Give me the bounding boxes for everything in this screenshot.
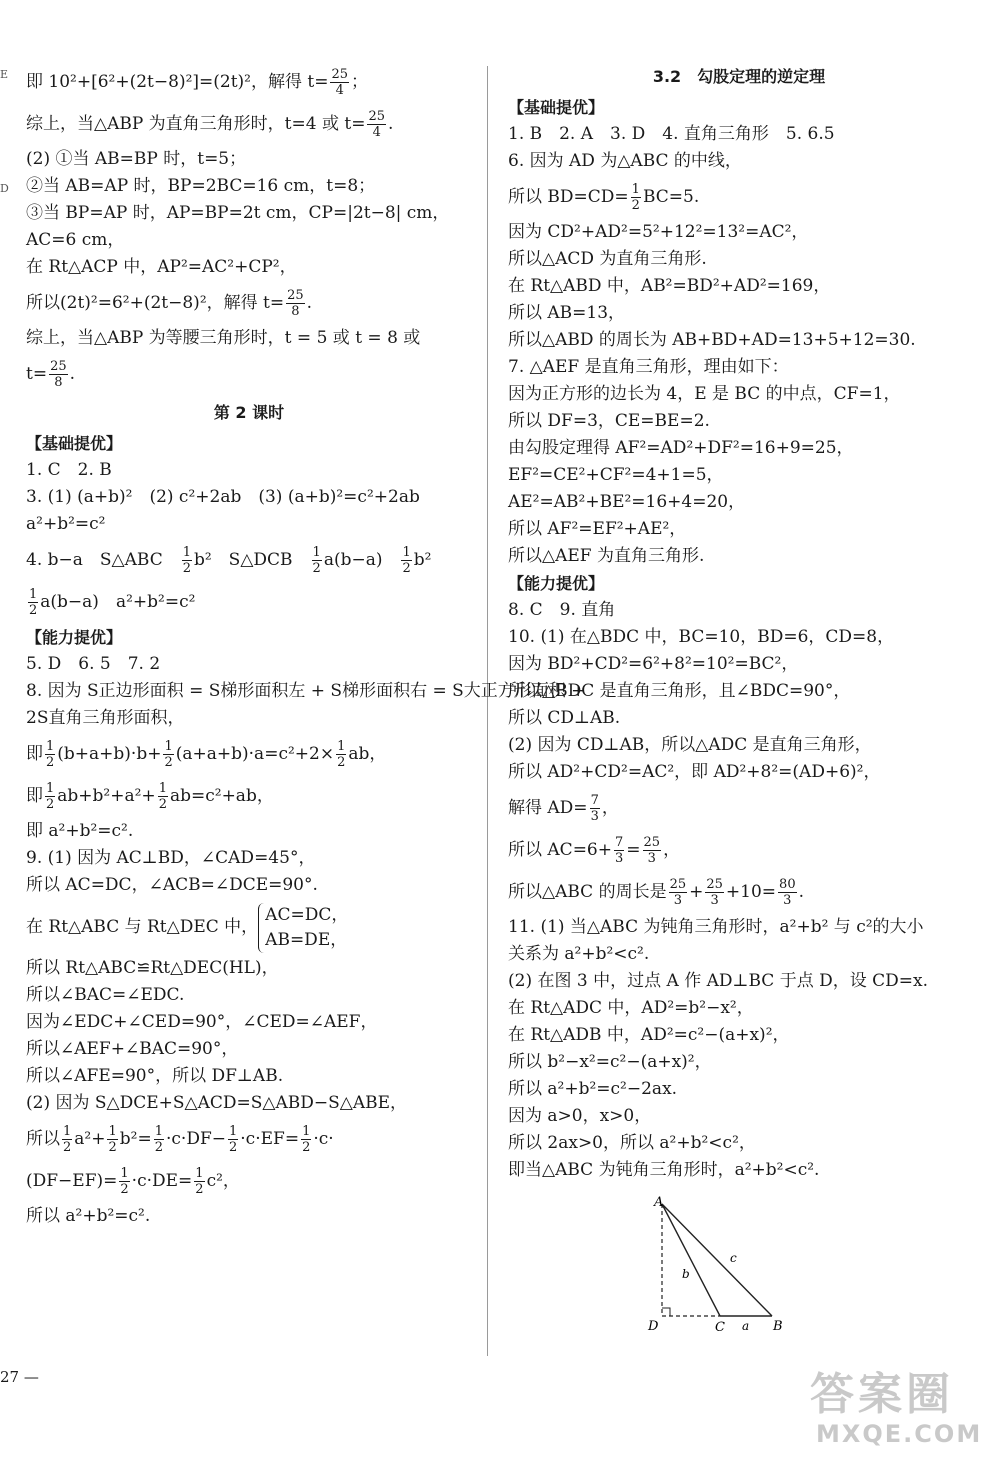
answer-line: (DF−EF)= $\frac{1}{2}$ ·c·DE= $\frac{1}{2}$ c²， — [26, 1166, 240, 1197]
answer-line: 所以 2ax>0，所以 a²+b²<c²， — [508, 1133, 756, 1153]
answer-line: 2S直角三角形面积， — [26, 708, 185, 728]
answer-line: 所以∠BAC=∠EDC. — [26, 985, 185, 1005]
side-ab — [662, 1204, 772, 1316]
answer-line: 所以 b²−x²=c²−(a+x)²， — [508, 1052, 712, 1072]
text-line: 综上，当△ABP 为直角三角形时，t=4 或 t= $\frac{25}{4}$ . — [26, 109, 394, 140]
answer-line: 在 Rt△ABD 中，AB²=BD²+AD²=169， — [508, 276, 831, 296]
label-b: B — [773, 1319, 783, 1334]
answer-line: 在 Rt△ABC 与 Rt△DEC 中， AC=DC， AB=DE， — [26, 899, 472, 955]
answer-line: 关系为 a²+b²<c². — [508, 944, 650, 964]
fraction: $\frac{1}{2}$ — [631, 182, 640, 213]
answer-line: (2) 因为 CD⊥AB，所以△ADC 是直角三角形， — [508, 735, 872, 755]
answer-line: 10. (1) 在△BDC 中，BC=10，BD=6，CD=8， — [508, 627, 895, 647]
answer-line: 所以∠AFE=90°，所以 DF⊥AB. — [26, 1066, 284, 1086]
page-number: 27 — — [0, 1368, 39, 1386]
answer-line: 因为 a>0，x>0， — [508, 1106, 652, 1126]
label-side-c: c — [730, 1251, 737, 1265]
answer-line: (2) 在图 3 中，过点 A 作 AD⊥BC 于点 D，设 CD=x. — [508, 971, 929, 991]
right-column — [508, 60, 970, 1338]
text-line: (2) ①当 AB=BP 时，t=5； — [26, 149, 247, 169]
equation-system: AC=DC， AB=DE， — [258, 903, 348, 953]
answer-line: 3. (1) (a+b)² (2) c²+2ab (3) (a+b)²=c²+2ab — [26, 487, 420, 507]
section-heading: 【能力提优】 — [508, 574, 605, 593]
answer-line: 在 Rt△ADB 中，AD²=c²−(a+x)²， — [508, 1025, 790, 1045]
label-side-a: a — [742, 1319, 750, 1333]
fraction: $\frac{25}{3}$ — [643, 835, 661, 866]
answer-line: 所以 AF²=EF²+AE²， — [508, 519, 687, 539]
fraction: $\frac{1}{2}$ — [402, 545, 411, 576]
column-divider — [487, 66, 488, 1356]
answer-line: 11. (1) 当△ABC 为钝角三角形时，a²+b² 与 c²的大小 — [508, 917, 924, 937]
answer-line: 即 $\frac{1}{2}$ ab+b²+a²+ $\frac{1}{2}$ ab=c²+ab， — [26, 781, 274, 812]
answer-line: 所以 AD²+CD²=AC²，即 AD²+8²=(AD+6)²， — [508, 762, 881, 782]
answer-line: 7. △AEF 是直角三角形，理由如下： — [508, 357, 789, 377]
answer-line: 所以△BDC 是直角三角形，且∠BDC=90°， — [508, 681, 851, 701]
text-line: 所以(2t)²=6²+(2t−8)²，解得 t= $\frac{25}{8}$ . — [26, 288, 313, 319]
edge-mark: E — [0, 68, 9, 81]
fraction: $\frac{1}{2}$ — [158, 781, 167, 812]
text-line: AC=6 cm， — [26, 230, 125, 250]
fraction: $\frac{1}{2}$ — [302, 1124, 311, 1155]
watermark-logo — [810, 1370, 982, 1448]
label-c: C — [715, 1320, 725, 1334]
answer-line: 9. (1) 因为 AC⊥BD，∠CAD=45°， — [26, 848, 316, 868]
fraction: $\frac{25}{8}$ — [50, 359, 67, 390]
answer-line: 所以 Rt△ABC≌Rt△DEC(HL)， — [26, 958, 279, 978]
text-line: t= $\frac{25}{8}$ . — [26, 359, 76, 390]
answer-line: 所以△ACD 为直角三角形. — [508, 249, 707, 269]
section-heading: 【能力提优】 — [26, 628, 123, 647]
answer-line: 在 Rt△ADC 中，AD²=b²−x²， — [508, 998, 754, 1018]
fraction: $\frac{1}{2}$ — [312, 545, 321, 576]
fraction: $\frac{25}{8}$ — [287, 288, 304, 319]
answer-line: 5. D 6. 5 7. 2 — [26, 654, 161, 674]
answer-line: 即 a²+b²=c². — [26, 821, 134, 841]
fraction: $\frac{7}{3}$ — [615, 835, 624, 866]
answer-line: 因为 CD²+AD²=5²+12²=13²=AC²， — [508, 222, 809, 242]
answer-line: 所以 AC=DC，∠ACB=∠DCE=90°. — [26, 875, 318, 895]
fraction: $\frac{1}{2}$ — [120, 1166, 129, 1197]
triangle-figure — [636, 1194, 796, 1334]
fraction: $\frac{25}{3}$ — [669, 877, 687, 908]
answer-line: 所以 AC=6+ $\frac{7}{3}$ = $\frac{25}{3}$ ， — [508, 835, 681, 866]
fraction: $\frac{1}{2}$ — [337, 739, 346, 770]
answer-line: 所以 DF=3，CE=BE=2. — [508, 411, 710, 431]
fraction: $\frac{1}{2}$ — [46, 781, 55, 812]
text-line: ②当 AB=AP 时，BP=2BC=16 cm，t=8； — [26, 176, 376, 196]
answer-line: 1. B 2. A 3. D 4. 直角三角形 5. 6.5 — [508, 124, 835, 144]
section-title: 3.2 勾股定理的逆定理 — [652, 67, 826, 86]
answer-line: 所以△AEF 为直角三角形. — [508, 546, 705, 566]
answer-line: 因为 BD²+CD²=6²+8²=10²=BC²， — [508, 654, 799, 674]
answer-line: 所以△ABD 的周长为 AB+BD+AD=13+5+12=30. — [508, 330, 916, 350]
label-side-b: b — [682, 1267, 690, 1281]
fraction: $\frac{1}{2}$ — [108, 1124, 117, 1155]
section-heading: 【基础提优】 — [508, 98, 605, 117]
answer-line: 4. b−a S△ABC $\frac{1}{2}$ b² S△DCB $\frac{1}{2}$ a(b−a) $\frac{1}{2}$ b² — [26, 545, 432, 576]
answer-line: 所以 AB=13， — [508, 303, 626, 323]
watermark-url: MXQE.COM — [816, 1420, 983, 1448]
fraction: $\frac{1}{2}$ — [29, 587, 38, 618]
text-line: 综上，当△ABP 为等腰三角形时，t = 5 或 t = 8 或 — [26, 328, 421, 348]
fraction: $\frac{25}{4}$ — [368, 109, 386, 140]
side-ac — [662, 1204, 720, 1316]
answer-line: 因为∠EDC+∠CED=90°，∠CED=∠AEF， — [26, 1012, 378, 1032]
label-a: A — [654, 1195, 664, 1210]
fraction: $\frac{1}{2}$ — [182, 545, 191, 576]
answer-line: 即当△ABC 为钝角三角形时，a²+b²<c². — [508, 1160, 820, 1180]
watermark-text: 答案圈 — [810, 1369, 954, 1420]
answer-line: 所以 $\frac{1}{2}$ a²+ $\frac{1}{2}$ b²= $\frac{1}{2}$ ·c·DF− $\frac{1}{2}$ ·c·EF= $\frac{1}{2}$ ·c· — [26, 1124, 334, 1155]
fraction: $\frac{80}{3}$ — [779, 877, 796, 908]
fraction: $\frac{25}{3}$ — [706, 877, 723, 908]
answer-line: 所以 BD=CD= $\frac{1}{2}$ BC=5. — [508, 182, 700, 213]
answer-line: $\frac{1}{2}$ a(b−a) a²+b²=c² — [29, 587, 196, 618]
answer-line: 所以 a²+b²=c²−2ax. — [508, 1079, 678, 1099]
label-d: D — [648, 1319, 659, 1334]
fraction: $\frac{25}{4}$ — [331, 67, 349, 98]
answer-line: 所以 CD⊥AB. — [508, 708, 621, 728]
answer-line: 1. C 2. B — [26, 460, 112, 480]
fraction: $\frac{1}{2}$ — [154, 1124, 163, 1155]
fraction: $\frac{1}{2}$ — [46, 739, 55, 770]
answer-line: (2) 因为 S△DCE+S△ACD=S△ABD−S△ABE， — [26, 1093, 408, 1113]
fraction: $\frac{1}{2}$ — [164, 739, 173, 770]
lesson-title: 第 2 课时 — [213, 403, 285, 422]
right-angle-mark — [662, 1308, 670, 1316]
answer-line: EF²=CE²+CF²=4+1=5， — [508, 465, 724, 485]
answer-line: a²+b²=c² — [26, 514, 106, 534]
fraction: $\frac{7}{3}$ — [590, 793, 599, 824]
answer-line: 所以∠AEF+∠BAC=90°， — [26, 1039, 239, 1059]
fraction: $\frac{1}{2}$ — [229, 1124, 238, 1155]
text-line: 在 Rt△ACP 中，AP²=AC²+CP²， — [26, 257, 297, 277]
answer-line: 8. C 9. 直角 — [508, 600, 616, 620]
fraction: $\frac{1}{2}$ — [195, 1166, 204, 1197]
edge-mark: D — [0, 182, 9, 195]
answer-line: 由勾股定理得 AF²=AD²+DF²=16+9=25， — [508, 438, 854, 458]
answer-line: 即 $\frac{1}{2}$ (b+a+b)·b+ $\frac{1}{2}$ (a+a+b)·a=c²+2× $\frac{1}{2}$ ab， — [26, 739, 387, 770]
fraction: $\frac{1}{2}$ — [63, 1124, 72, 1155]
section-heading: 【基础提优】 — [26, 434, 123, 453]
answer-line: 解得 AD= $\frac{7}{3}$ ， — [508, 793, 619, 824]
answer-line: AE²=AB²+BE²=16+4=20， — [508, 492, 746, 512]
answer-line: 所以 a²+b²=c². — [26, 1206, 151, 1226]
answer-line: 所以△ABC 的周长是 $\frac{25}{3}$ + $\frac{25}{3}$ +10= $\frac{80}{3}$ . — [508, 877, 804, 908]
answer-line: 8. 因为 S正边形面积 = S梯形面积左 + S梯形面积右 = S大正方形面积 + — [26, 681, 586, 701]
text-line: ③当 BP=AP 时，AP=BP=2t cm，CP=|2t−8| cm， — [26, 203, 450, 223]
text-line: 即 10²+[6²+(2t−8)²]=(2t)²，解得 t= $\frac{25}{4}$ ； — [26, 67, 369, 98]
answer-line: 6. 因为 AD 为△ABC 的中线， — [508, 151, 742, 171]
answer-line: 因为正方形的边长为 4，E 是 BC 的中点，CF=1， — [508, 384, 901, 404]
